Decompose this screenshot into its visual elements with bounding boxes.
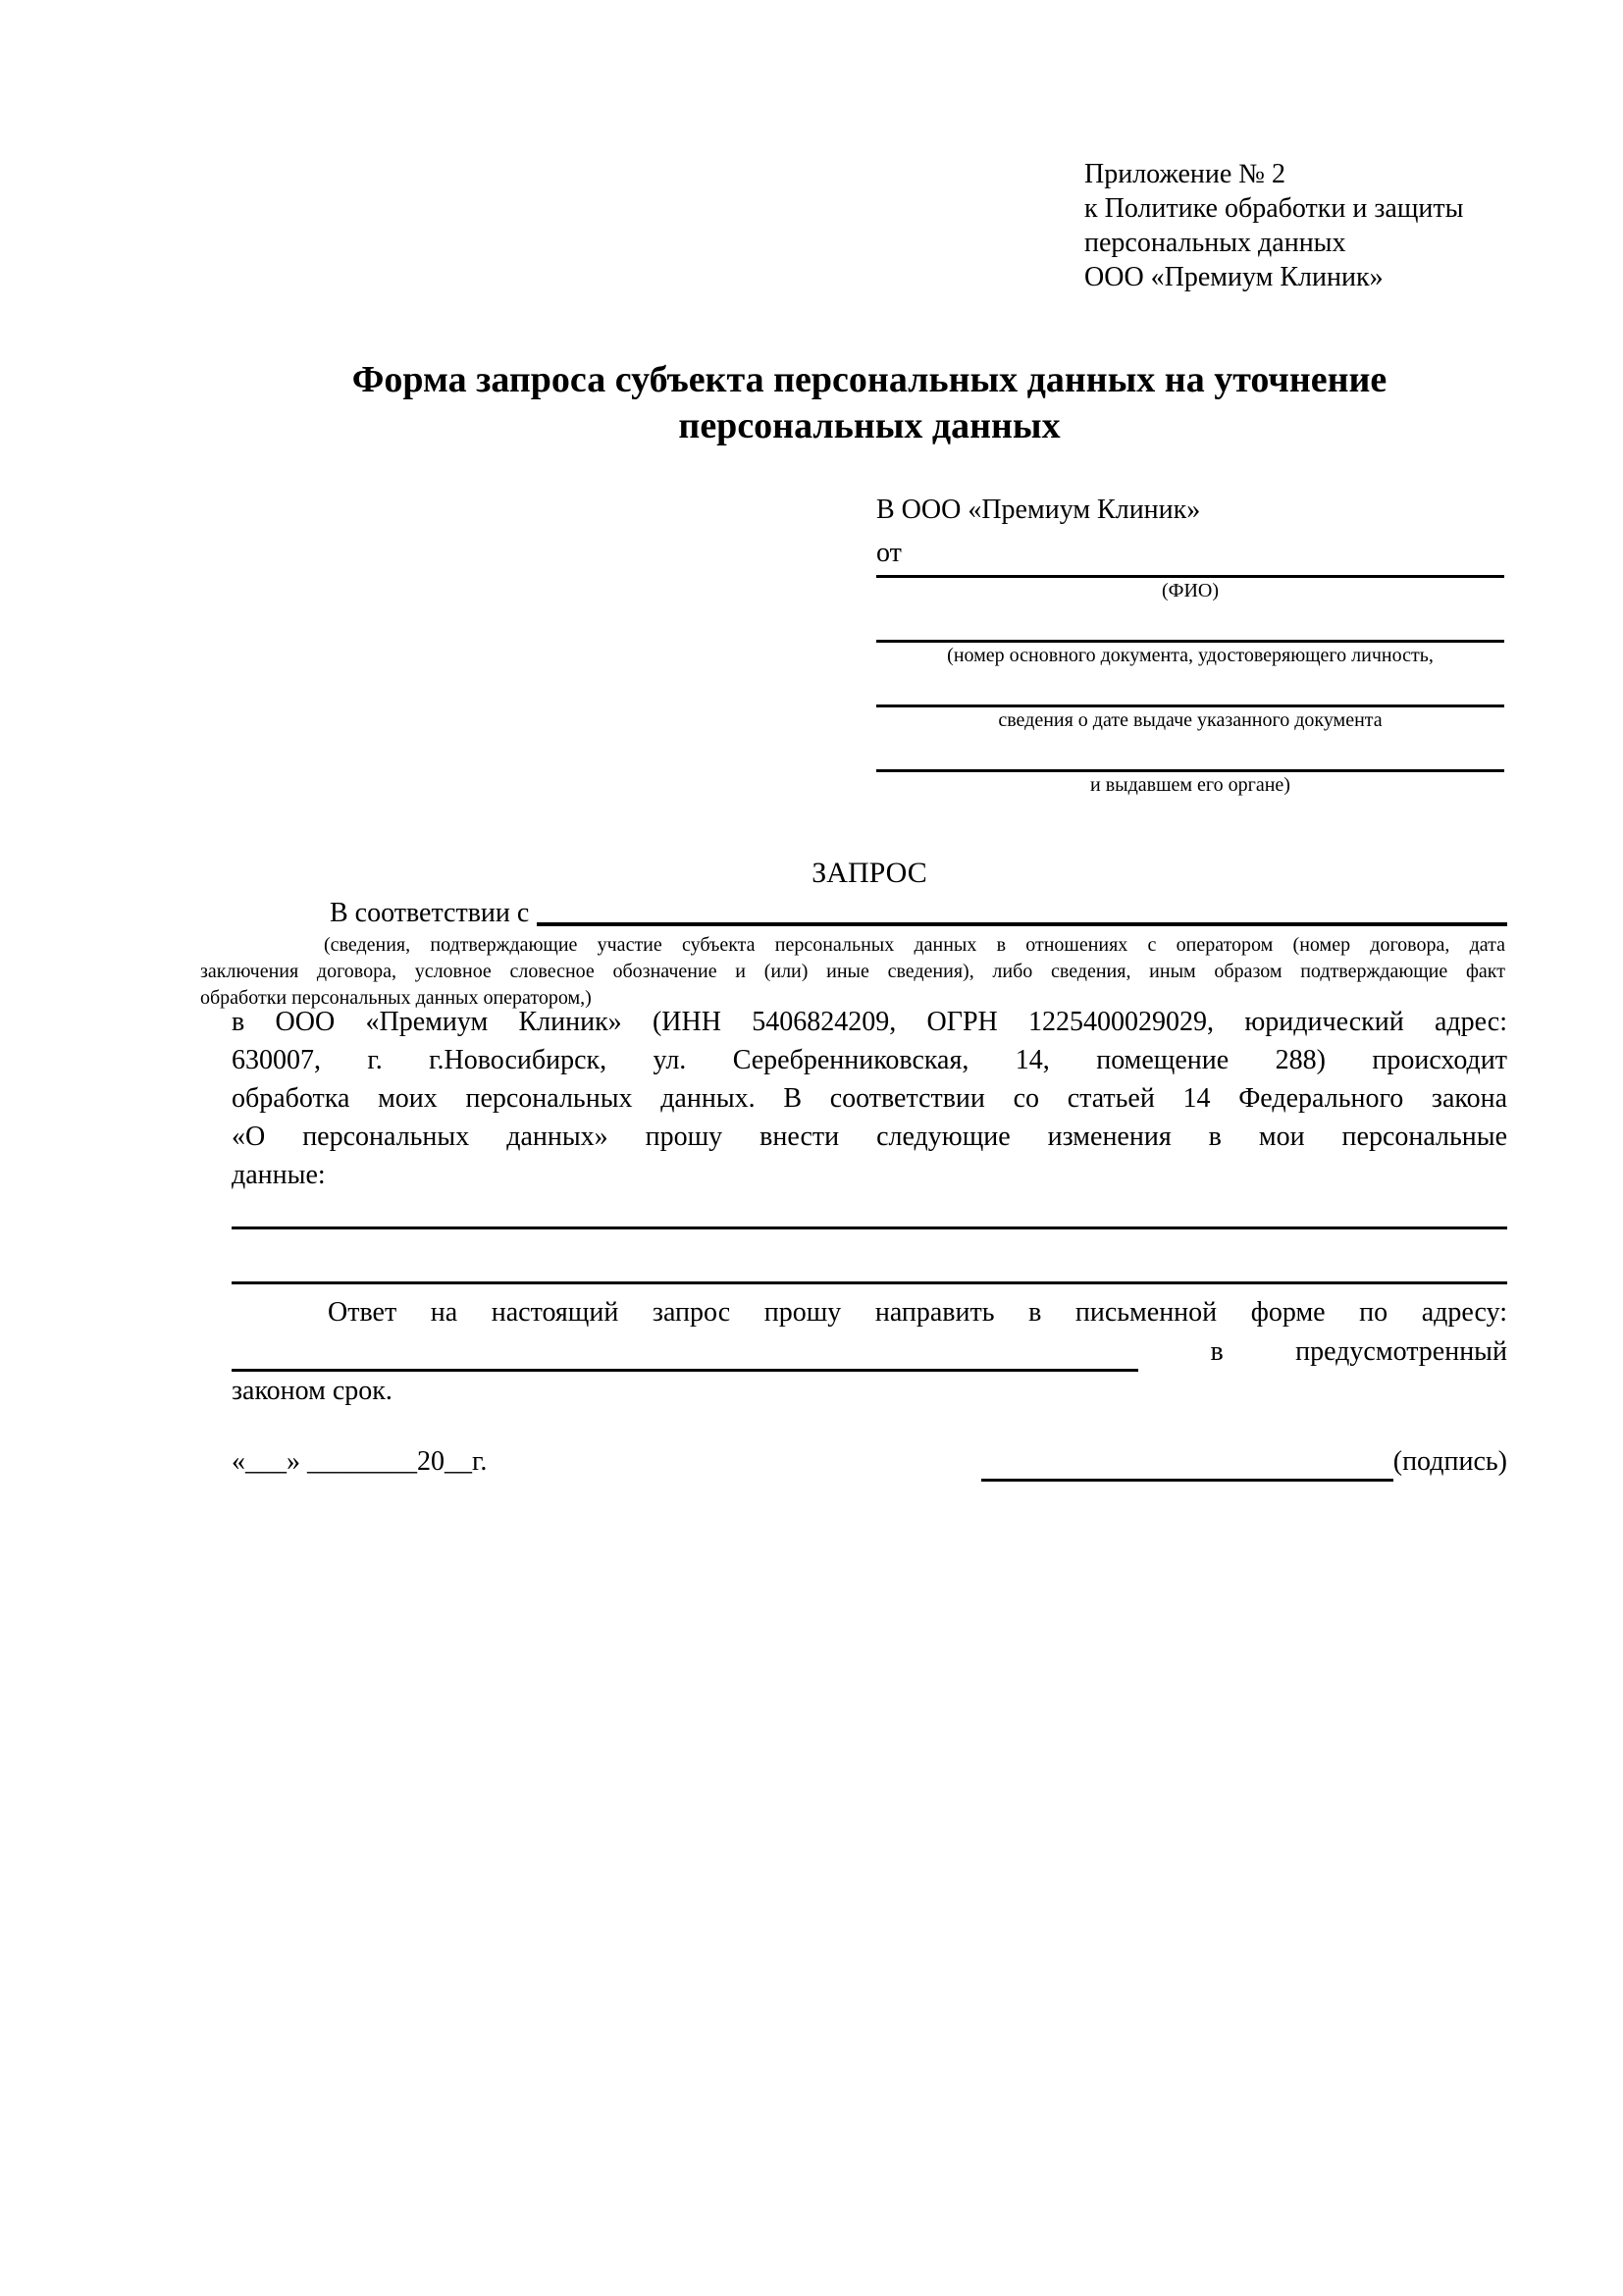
- issue-date-field: [876, 704, 1504, 733]
- reply-address-row: [232, 1332, 1507, 1372]
- accordance-blank-line: [537, 894, 1507, 926]
- reply-first-line: Ответ на настоящий запрос прошу направить в письменной форме по адресу:: [328, 1297, 1507, 1328]
- signature-blank-line: [981, 1445, 1393, 1482]
- request-body: [232, 1003, 1507, 1194]
- request-body-line: 630007, г. г.Новосибирск, ул. Серебренниковская, 14, помещение 288) происходит: [232, 1045, 1507, 1075]
- addressee-from-label: от: [876, 538, 902, 568]
- note-line: заключения договора, условное словесное обозначение и (или) иные сведения), либо сведения, иным образом подтверждающие факт: [200, 961, 1505, 982]
- issue-date-caption: сведения о дате выдаче указанного документа: [998, 709, 1383, 731]
- accordance-prefix: В соответствии с: [330, 898, 530, 928]
- note-line: обработки персональных данных оператором,): [200, 987, 592, 1009]
- reply-last-line: законом срок.: [232, 1376, 393, 1406]
- identity-document-caption: (номер основного документа, удостоверяющего личность,: [947, 645, 1434, 666]
- request-body-line: «О персональных данных» прошу внести следующие изменения в мои персональные: [232, 1122, 1507, 1152]
- request-body-line: обработка моих персональных данных. В соответствии со статьей 14 Федерального закона: [232, 1083, 1507, 1114]
- addressee-to: В ООО «Премиум Клиник»: [876, 495, 1201, 525]
- fio-caption: (ФИО): [1161, 580, 1219, 601]
- reply-word: предусмотренный: [1295, 1336, 1507, 1367]
- issuing-authority-field: [876, 769, 1504, 798]
- appendix-line: ООО «Премиум Клиник»: [1084, 262, 1384, 292]
- reply-paragraph: [232, 1293, 1507, 1411]
- fio-field: [876, 575, 1504, 603]
- identity-document-field: [876, 640, 1504, 668]
- changes-blank-line-1: [232, 1226, 1507, 1229]
- document-title: Форма запроса субъекта персональных данных на уточнение персональных данных: [351, 359, 1387, 446]
- signature-group: [981, 1442, 1507, 1482]
- issuing-authority-caption: и выдавшем его органе): [1090, 774, 1290, 796]
- note-line: (сведения, подтверждающие участие субъекта персональных данных в отношениях с оператором (номер договора, дата: [324, 934, 1505, 956]
- reply-word: в: [1210, 1336, 1224, 1367]
- changes-blank-line-2: [232, 1281, 1507, 1284]
- footer-row: [232, 1442, 1507, 1482]
- accordance-row: [232, 894, 1507, 933]
- appendix-line: к Политике обработки и защиты: [1084, 193, 1464, 224]
- appendix-line: Приложение № 2: [1084, 159, 1285, 189]
- appendix-reference: [1084, 157, 1463, 294]
- signature-caption: (подпись): [1392, 1446, 1507, 1477]
- explanatory-note: [200, 932, 1505, 1012]
- appendix-line: персональных данных: [1084, 228, 1346, 258]
- request-heading: ЗАПРОС: [812, 857, 927, 889]
- addressee-block: [876, 489, 1504, 798]
- request-body-line: в ООО «Премиум Клиник» (ИНН 5406824209, ОГРН 1225400029029, юридический адрес:: [232, 1007, 1507, 1037]
- reply-address-blank-line: [232, 1335, 1138, 1372]
- date-blank: «___» ________20__г.: [232, 1446, 488, 1477]
- request-body-line: данные:: [232, 1160, 326, 1190]
